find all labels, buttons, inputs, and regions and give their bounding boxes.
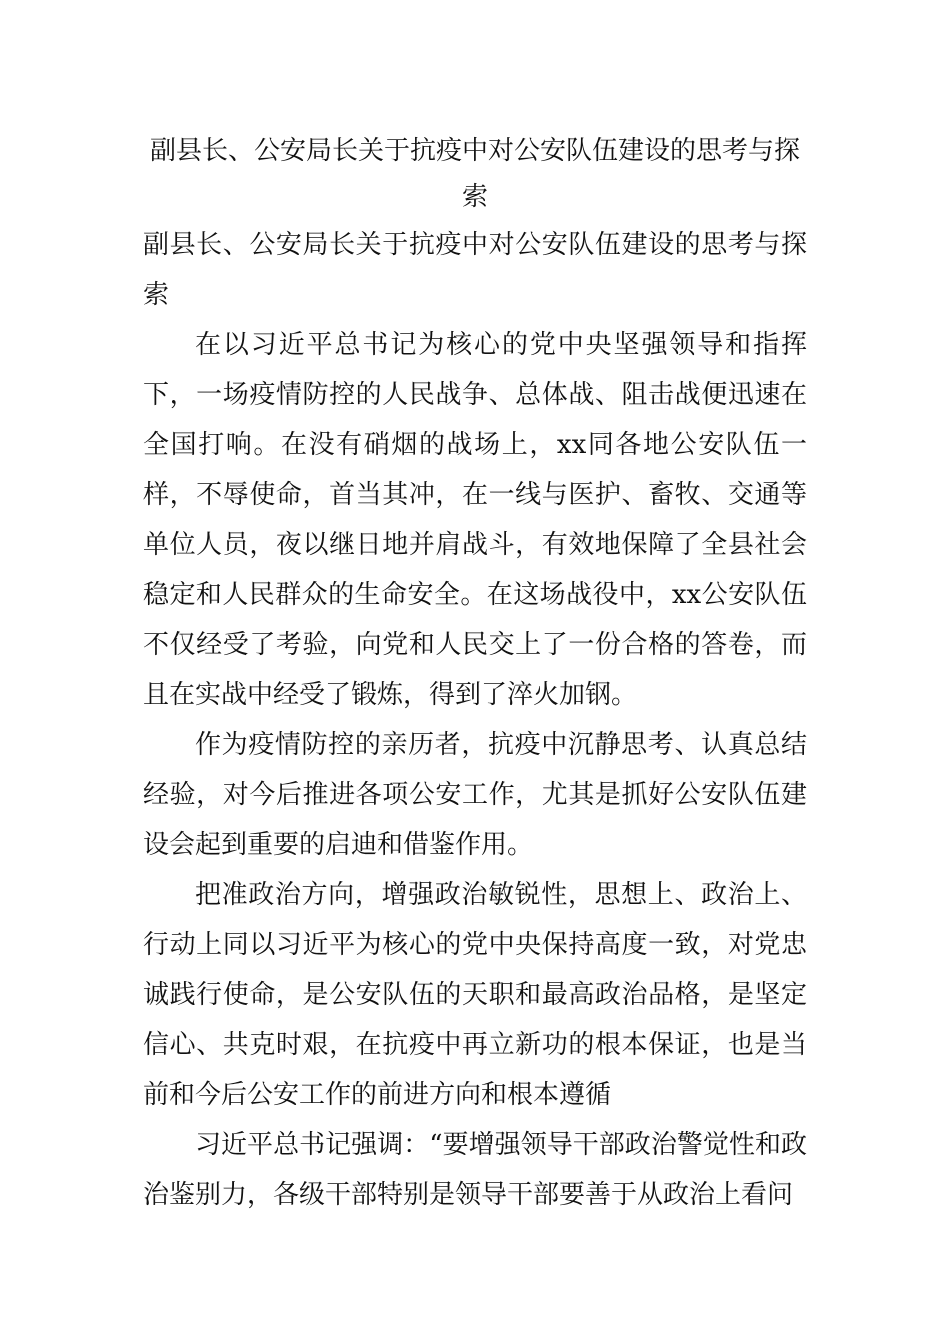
- paragraph-3: 把准政治方向，增强政治敏锐性，思想上、政治上、行动上同以习近平为核心的党中央保持高度一致，对党忠诚践行使命，是公安队伍的天职和最高政治品格，是坚定信心、共克时艰，在抗疫中再立新功的根本保证，也是当前和今后公安工作的前进方向和根本遵循: [143, 880, 807, 1110]
- document-subtitle: 副县长、公安局长关于抗疫中对公安队伍建设的思考与探索: [143, 230, 807, 310]
- document-page: [143, 128, 807, 1220]
- document-title: 副县长、公安局长关于抗疫中对公安队伍建设的思考与探索: [149, 136, 800, 212]
- paragraph-4: 习近平总书记强调：“要增强领导干部政治警觉性和政治鉴别力，各级干部特别是领导干部要善于从政治上看问: [143, 1130, 807, 1210]
- paragraph-1: 在以习近平总书记为核心的党中央坚强领导和指挥下，一场疫情防控的人民战争、总体战、阻击战便迅速在全国打响。在没有硝烟的战场上，xx同各地公安队伍一样，不辱使命，首当其冲，在一线与医护、畜牧、交通等单位人员，夜以继日地并肩战斗，有效地保障了全县社会稳定和人民群众的生命安全。在这场战役中，xx公安队伍不仅经受了考验，向党和人民交上了一份合格的答卷，而且在实战中经受了锻炼，得到了淬火加钢。: [143, 330, 807, 710]
- paragraph-2: 作为疫情防控的亲历者，抗疫中沉静思考、认真总结经验，对今后推进各项公安工作，尤其是抓好公安队伍建设会起到重要的启迪和借鉴作用。: [143, 730, 807, 860]
